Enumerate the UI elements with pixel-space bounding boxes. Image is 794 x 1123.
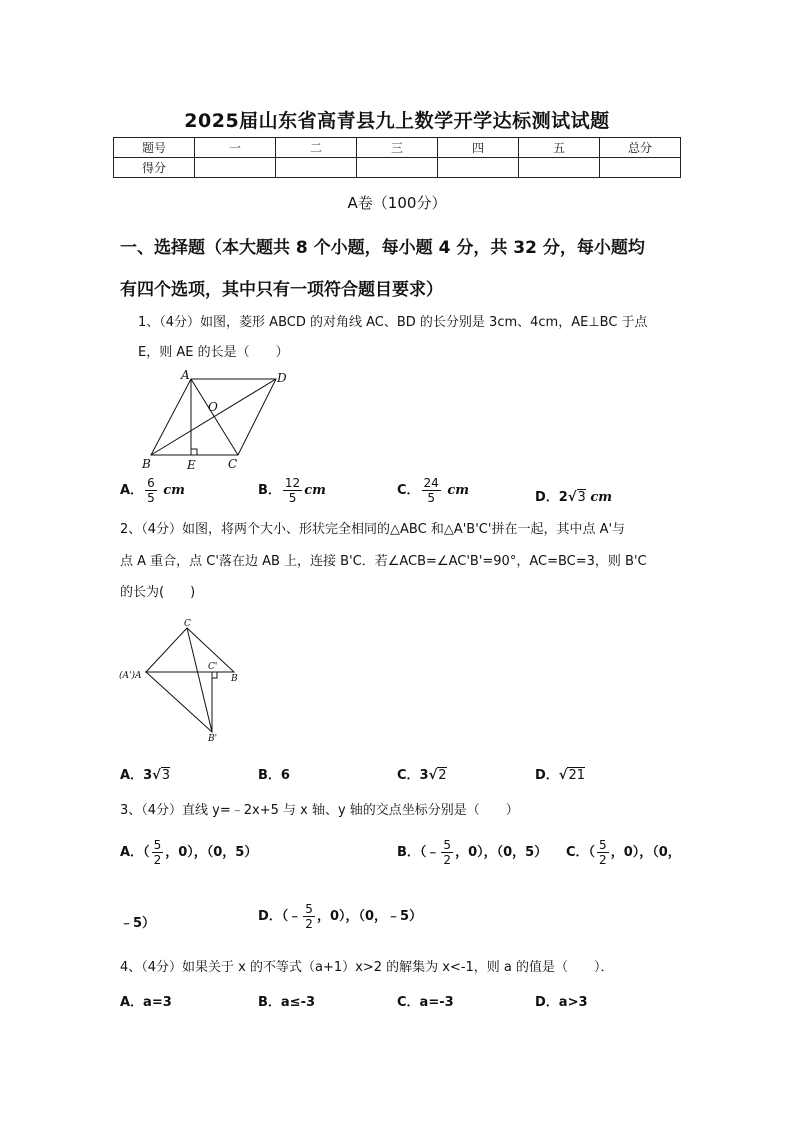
score-header-cell: 三 — [357, 138, 438, 158]
option-radicand: 3 — [577, 490, 586, 505]
fraction-numerator: 12 — [284, 476, 301, 490]
score-cell — [195, 158, 276, 178]
fraction-denominator: 5 — [288, 491, 297, 505]
q3-option-c[interactable] — [566, 838, 681, 867]
q1-option-c[interactable] — [397, 476, 469, 505]
fraction-numerator: 24 — [423, 476, 439, 490]
option-prefix: C．（ — [566, 845, 596, 860]
option-prefix: D． — [535, 490, 559, 505]
option-rest: ，0），（0，5） — [165, 845, 258, 860]
option-prefix: C． — [397, 483, 420, 498]
option-rest: ，0），（0，﹣5） — [316, 909, 423, 924]
fraction-numerator: 5 — [599, 838, 607, 852]
option-prefix: A． — [120, 768, 144, 783]
fraction-denominator: 2 — [443, 853, 452, 867]
fraction — [283, 476, 302, 505]
option-prefix: B．（﹣ — [397, 845, 440, 860]
fraction-denominator: 5 — [427, 491, 435, 505]
score-cell — [438, 158, 519, 178]
fraction-denominator: 2 — [599, 853, 607, 867]
q2-option-a[interactable] — [120, 764, 170, 783]
option-prefix: A．（ — [120, 845, 150, 860]
label-a: (A')A — [119, 671, 142, 681]
q4-text-line1: 4、（4分）如果关于 x 的不等式（a+1）x>2 的解集为 x<-1，则 a 的值是（ ）． — [120, 960, 614, 975]
option-prefix: D． — [535, 768, 559, 783]
q3-option-c-continued: ﹣5） — [120, 916, 156, 931]
score-cell — [276, 158, 357, 178]
q2-text-line2: 点 A 重合，点 C'落在边 AB 上，连接 B'C．若∠ACB=∠AC'B'=90°，AC=BC=3，则 B'C — [120, 554, 647, 569]
fraction-denominator: 2 — [305, 917, 313, 931]
fraction-numerator: 5 — [443, 838, 452, 852]
diagonal-ac — [191, 379, 238, 455]
q4-option-a[interactable]: A．a=3 — [120, 995, 172, 1010]
fraction — [303, 902, 315, 931]
triangle-abc — [146, 628, 234, 672]
score-header-cell: 五 — [519, 138, 600, 158]
label-c: C — [184, 619, 191, 629]
q3-text-line1: 3、（4分）直线 y=﹣2x+5 与 x 轴、y 轴的交点坐标分别是（ ） — [120, 803, 519, 818]
label-d: D — [277, 371, 287, 385]
label-c-prime: C' — [208, 662, 218, 672]
sqrt-icon: √ — [428, 768, 438, 783]
sqrt-icon: √ — [567, 490, 577, 505]
segment-b1c — [187, 628, 212, 732]
score-table — [113, 137, 681, 178]
option-coefficient: 3 — [143, 768, 153, 783]
right-angle-mark — [191, 449, 197, 455]
score-cell — [600, 158, 681, 178]
right-angle-mark — [212, 672, 217, 678]
fraction-denominator: 5 — [147, 491, 155, 505]
sqrt-icon: √ — [558, 768, 568, 783]
sqrt-icon: √ — [152, 768, 161, 783]
q2-text-line3: 的长为( ) — [120, 585, 196, 600]
option-coefficient: 2 — [558, 490, 568, 505]
q4-option-d[interactable]: D．a>3 — [535, 995, 588, 1010]
q2-text-line1: 2、（4分）如图，将两个大小、形状完全相同的△ABC 和△A'B'C'拼在一起，其中点 A'与 — [120, 522, 626, 537]
label-a: A — [181, 368, 190, 382]
option-rest: ，0），（0， — [610, 845, 681, 860]
fraction — [422, 476, 441, 505]
score-header-cell: 总分 — [600, 138, 681, 158]
q2-option-b[interactable] — [258, 764, 290, 783]
option-radicand: 3 — [161, 768, 171, 783]
label-b: B — [231, 674, 238, 684]
option-unit: cm — [447, 483, 470, 498]
q3-option-d[interactable] — [258, 902, 422, 931]
score-header-cell: 题号 — [114, 138, 195, 158]
fraction — [152, 838, 164, 867]
section-heading-line2: 有四个选项，其中只有一项符合题目要求） — [120, 280, 443, 300]
option-value: 6 — [280, 768, 290, 783]
option-prefix: D．（﹣ — [258, 909, 302, 924]
score-header-cell: 二 — [276, 138, 357, 158]
q2-option-c[interactable] — [397, 764, 447, 783]
option-radicand: 2 — [438, 768, 447, 783]
q3-option-a[interactable] — [120, 838, 257, 867]
fraction-numerator: 5 — [305, 902, 313, 916]
q1-option-b[interactable] — [258, 476, 326, 505]
option-unit: cm — [163, 483, 185, 498]
score-header-cell: 一 — [195, 138, 276, 158]
option-radicand: 21 — [568, 768, 586, 783]
label-b-prime: B' — [208, 734, 218, 744]
q4-option-b[interactable]: B．a≤-3 — [258, 995, 316, 1010]
q1-text-line1: 1、（4分）如图，菱形 ABCD 的对角线 AC、BD 的长分别是 3cm、4cm，AE⊥BC 于点 — [138, 315, 648, 330]
label-o: O — [208, 400, 218, 414]
fraction-numerator: 5 — [153, 838, 162, 852]
q2-option-d[interactable] — [535, 764, 585, 783]
score-table-score-row — [114, 158, 681, 178]
score-table-header-row — [114, 138, 681, 158]
option-prefix: B． — [258, 768, 281, 783]
exam-title: 2025届山东省高青县九上数学开学达标测试试题 — [184, 110, 610, 132]
q1-text-line2: E，则 AE 的长是（ ） — [138, 345, 289, 360]
option-coefficient: 3 — [419, 768, 429, 783]
label-b: B — [142, 457, 151, 471]
q2-triangles-figure — [115, 615, 250, 745]
label-c: C — [228, 457, 238, 471]
volume-heading: A卷（100分） — [347, 194, 447, 212]
q4-option-c[interactable]: C．a=-3 — [397, 995, 454, 1010]
option-rest: ，0），（0，5） — [455, 845, 548, 860]
q1-option-d[interactable] — [535, 486, 612, 505]
q1-option-a[interactable] — [120, 476, 185, 505]
section-heading-line1: 一、选择题（本大题共 8 个小题，每小题 4 分，共 32 分，每小题均 — [120, 238, 645, 258]
option-unit: cm — [590, 490, 612, 505]
score-cell — [357, 158, 438, 178]
score-header-cell: 四 — [438, 138, 519, 158]
fraction-numerator: 6 — [147, 476, 155, 490]
q1-rhombus-figure — [135, 365, 295, 475]
score-row-label: 得分 — [114, 158, 195, 178]
score-cell — [519, 158, 600, 178]
option-prefix: A． — [120, 483, 144, 498]
option-prefix: B． — [258, 483, 281, 498]
fraction — [441, 838, 453, 867]
fraction — [145, 476, 157, 505]
option-prefix: C． — [397, 768, 420, 783]
fraction — [597, 838, 609, 867]
q3-option-b[interactable] — [397, 838, 547, 867]
fraction-denominator: 2 — [153, 853, 162, 867]
label-e: E — [187, 458, 196, 472]
option-unit: cm — [304, 483, 326, 498]
triangle-ab1c1 — [146, 672, 212, 732]
